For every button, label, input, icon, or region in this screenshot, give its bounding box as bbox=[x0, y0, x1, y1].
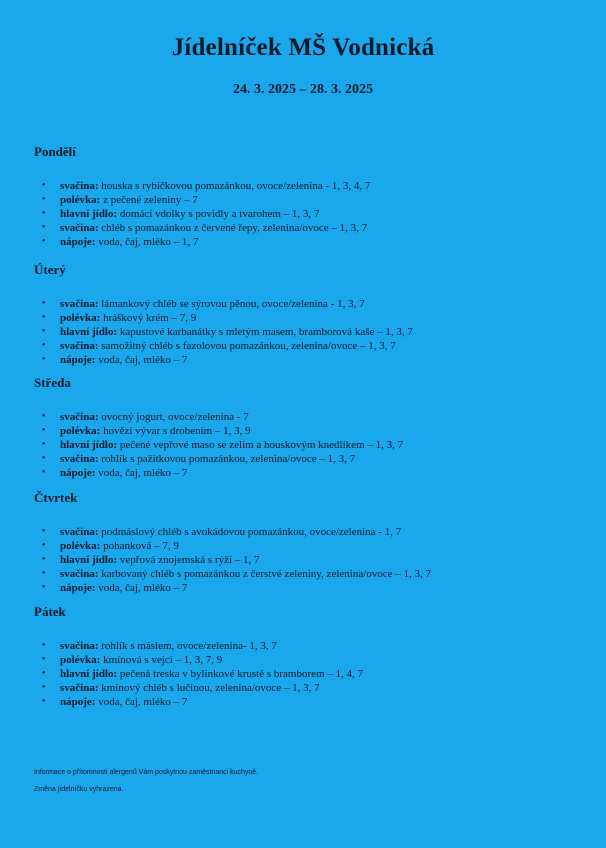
meal-text: pečené vepřové maso se zelím a houskovým knedlíkem – 1, 3, 7 bbox=[117, 439, 404, 451]
bullet-icon: • bbox=[42, 312, 46, 323]
meal-label: svačina: bbox=[60, 526, 99, 538]
list-item bbox=[34, 297, 574, 311]
day-title: Čtvrtek bbox=[34, 490, 78, 505]
meal-text: lámankový chléb se sýrovou pěnou, ovoce/zelenina - 1, 3, 7 bbox=[98, 298, 365, 310]
bullet-icon: • bbox=[42, 354, 46, 365]
meal-label: svačina: bbox=[60, 640, 99, 652]
meal-list bbox=[34, 525, 574, 595]
list-item bbox=[34, 325, 574, 339]
meal-label: polévka: bbox=[60, 654, 101, 666]
allergens-note: Informace o přítomnosti alergenů Vám poskytnou zaměstnanci kuchyně. bbox=[34, 769, 259, 776]
meal-label: hlavní jídlo: bbox=[60, 208, 118, 220]
meal-text: karbovaný chléb s pomazánkou z čerstvé zeleniny, zelenina/ovoce – 1, 3, 7 bbox=[98, 568, 432, 580]
meal-label: nápoje: bbox=[60, 582, 96, 594]
meal-label: polévka: bbox=[60, 312, 101, 324]
day-section-wednesday bbox=[34, 375, 574, 480]
meal-text: kmínová s vejci – 1, 3, 7, 9 bbox=[100, 654, 223, 666]
meal-label: svačina: bbox=[60, 298, 99, 310]
list-item bbox=[34, 695, 574, 709]
meal-label: polévka: bbox=[60, 425, 101, 437]
day-title: Pátek bbox=[34, 604, 66, 619]
meal-label: nápoje: bbox=[60, 236, 96, 248]
date-range: 24. 3. 2025 – 28. 3. 2025 bbox=[233, 82, 373, 97]
meal-list bbox=[34, 410, 574, 480]
bullet-icon: • bbox=[42, 439, 46, 450]
meal-label: polévka: bbox=[60, 194, 101, 206]
meal-label: svačina: bbox=[60, 453, 99, 465]
list-item bbox=[34, 235, 574, 249]
change-note: Změna jídelníčku vyhrazena. bbox=[34, 786, 124, 793]
meal-text: hráškový krém – 7, 9 bbox=[100, 312, 197, 324]
bullet-icon: • bbox=[42, 554, 46, 565]
meal-label: hlavní jídlo: bbox=[60, 668, 118, 680]
bullet-icon: • bbox=[42, 326, 46, 337]
meal-label: svačina: bbox=[60, 180, 99, 192]
list-item bbox=[34, 553, 574, 567]
meal-label: svačina: bbox=[60, 222, 99, 234]
meal-text: rohlík s pažitkovou pomazánkou, zelenina/ovoce – 1, 3, 7 bbox=[98, 453, 356, 465]
list-item bbox=[34, 353, 574, 367]
meal-text: voda, čaj, mléko – 7 bbox=[95, 696, 188, 708]
meal-list bbox=[34, 639, 574, 709]
meal-label: hlavní jídlo: bbox=[60, 326, 118, 338]
list-item bbox=[34, 207, 574, 221]
meal-label: nápoje: bbox=[60, 696, 96, 708]
bullet-icon: • bbox=[42, 425, 46, 436]
bullet-icon: • bbox=[42, 180, 46, 191]
meal-text: samožitný chléb s fazolovou pomazánkou, zelenina/ovoce – 1, 3, 7 bbox=[98, 340, 396, 352]
meal-text: pečená treska v bylinkové krustě s bramborem – 1, 4, 7 bbox=[117, 668, 364, 680]
list-item bbox=[34, 681, 574, 695]
meal-label: svačina: bbox=[60, 411, 99, 423]
list-item bbox=[34, 452, 574, 466]
meal-text: vepřová znojemská s rýží – 1, 7 bbox=[117, 554, 260, 566]
meal-text: voda, čaj, mléko – 1, 7 bbox=[95, 236, 199, 248]
meal-label: hlavní jídlo: bbox=[60, 439, 118, 451]
list-item bbox=[34, 567, 574, 581]
bullet-icon: • bbox=[42, 411, 46, 422]
list-item bbox=[34, 424, 574, 438]
day-title: Pondělí bbox=[34, 144, 76, 159]
list-item bbox=[34, 221, 574, 235]
bullet-icon: • bbox=[42, 298, 46, 309]
day-title: Úterý bbox=[34, 262, 66, 277]
list-item bbox=[34, 410, 574, 424]
bullet-icon: • bbox=[42, 194, 46, 205]
meal-text: voda, čaj, mléko – 7 bbox=[95, 582, 188, 594]
bullet-icon: • bbox=[42, 540, 46, 551]
bullet-icon: • bbox=[42, 467, 46, 478]
bullet-icon: • bbox=[42, 696, 46, 707]
page-title: Jídelníček MŠ Vodnická bbox=[171, 34, 435, 61]
day-section-thursday bbox=[34, 490, 574, 595]
bullet-icon: • bbox=[42, 208, 46, 219]
meal-text: kmínový chléb s lučinou, zelenina/ovoce – 1, 3, 7 bbox=[98, 682, 320, 694]
meal-text: domácí vdolky s povidly a tvarohem – 1, 3, 7 bbox=[117, 208, 320, 220]
meal-label: svačina: bbox=[60, 340, 99, 352]
meal-text: z pečené zeleniny – 7 bbox=[100, 194, 198, 206]
meal-label: svačina: bbox=[60, 568, 99, 580]
list-item bbox=[34, 179, 574, 193]
day-section-friday bbox=[34, 604, 574, 709]
meal-label: nápoje: bbox=[60, 354, 96, 366]
meal-text: chléb s pomazánkou z červené řepy, zelenina/ovoce – 1, 3, 7 bbox=[98, 222, 368, 234]
list-item bbox=[34, 525, 574, 539]
meal-text: voda, čaj, mléko – 7 bbox=[95, 467, 188, 479]
day-title: Středa bbox=[34, 375, 71, 390]
meal-label: nápoje: bbox=[60, 467, 96, 479]
list-item bbox=[34, 339, 574, 353]
bullet-icon: • bbox=[42, 682, 46, 693]
meal-label: hlavní jídlo: bbox=[60, 554, 118, 566]
bullet-icon: • bbox=[42, 236, 46, 247]
list-item bbox=[34, 311, 574, 325]
day-section-monday bbox=[34, 144, 574, 249]
meal-list bbox=[34, 297, 574, 367]
bullet-icon: • bbox=[42, 526, 46, 537]
meal-text: kapustové karbanátky s mletým masem, bramborová kaše – 1, 3, 7 bbox=[117, 326, 413, 338]
list-item bbox=[34, 653, 574, 667]
meal-text: rohlík s máslem, ovoce/zelenina- 1, 3, 7 bbox=[98, 640, 277, 652]
bullet-icon: • bbox=[42, 640, 46, 651]
list-item bbox=[34, 667, 574, 681]
bullet-icon: • bbox=[42, 568, 46, 579]
bullet-icon: • bbox=[42, 340, 46, 351]
bullet-icon: • bbox=[42, 222, 46, 233]
meal-text: hovězí vývar s drobením – 1, 3, 9 bbox=[100, 425, 251, 437]
bullet-icon: • bbox=[42, 582, 46, 593]
list-item bbox=[34, 639, 574, 653]
meal-list bbox=[34, 179, 574, 249]
meal-text: voda, čaj, mléko – 7 bbox=[95, 354, 188, 366]
list-item bbox=[34, 581, 574, 595]
list-item bbox=[34, 539, 574, 553]
meal-label: svačina: bbox=[60, 682, 99, 694]
meal-text: houska s rybičkovou pomazánkou, ovoce/zelenina - 1, 3, 4, 7 bbox=[98, 180, 371, 192]
day-section-tuesday bbox=[34, 262, 574, 367]
list-item bbox=[34, 466, 574, 480]
meal-label: polévka: bbox=[60, 540, 101, 552]
meal-text: podmáslový chléb s avokádovou pomazánkou, ovoce/zelenina - 1, 7 bbox=[98, 526, 402, 538]
bullet-icon: • bbox=[42, 453, 46, 464]
bullet-icon: • bbox=[42, 668, 46, 679]
list-item bbox=[34, 193, 574, 207]
meal-text: ovocný jogurt, ovoce/zelenina - 7 bbox=[98, 411, 249, 423]
list-item bbox=[34, 438, 574, 452]
bullet-icon: • bbox=[42, 654, 46, 665]
meal-text: pohanková – 7, 9 bbox=[100, 540, 179, 552]
